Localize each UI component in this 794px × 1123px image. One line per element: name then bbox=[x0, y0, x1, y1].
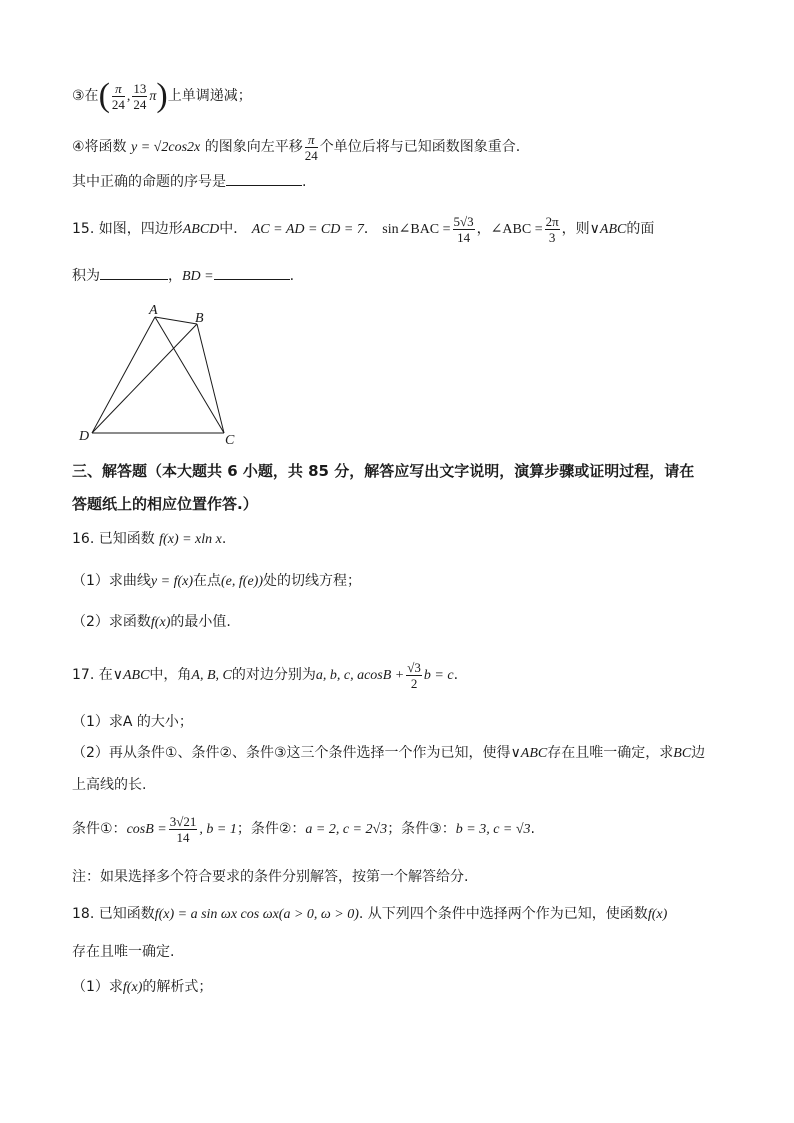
q16-p2-text: 的最小值. bbox=[170, 614, 231, 630]
q15-text: 中． bbox=[219, 221, 248, 237]
q14-answer-blank[interactable] bbox=[226, 173, 302, 186]
fraction-denominator: 14 bbox=[457, 229, 471, 245]
q17-equation-end: b = c bbox=[423, 668, 454, 683]
q17-text: 的对边分别为 bbox=[231, 667, 316, 683]
fraction-numerator: 3√21 bbox=[169, 813, 197, 829]
q15-tail: . bbox=[289, 268, 295, 284]
q18-stem bbox=[72, 905, 667, 924]
q17-angles: A, B, C bbox=[191, 668, 232, 683]
q15-line-1 bbox=[72, 212, 654, 246]
q15-sep: ． bbox=[363, 221, 378, 237]
item-4-suffix: 个单位后将与已知函数图象重合. bbox=[319, 139, 521, 155]
q17-cond1-cos: cosB = bbox=[126, 822, 167, 837]
q15-text: 的面 bbox=[626, 221, 655, 237]
q17-cond3-label: ；条件③： bbox=[387, 821, 456, 837]
q17-cond2-label: ；条件②： bbox=[236, 821, 306, 837]
fraction-denominator: 14 bbox=[176, 829, 190, 845]
vertex-label-b: B bbox=[195, 311, 204, 326]
item-4-function: y = √2cos2x bbox=[131, 140, 201, 155]
q15-bd-blank[interactable] bbox=[214, 267, 290, 280]
q16-stem bbox=[72, 530, 226, 549]
segment-bd bbox=[92, 324, 197, 433]
fraction-denominator: 24 bbox=[111, 96, 125, 112]
item-3-suffix: 上单调递减； bbox=[167, 88, 252, 104]
q16-p2-function: f(x) bbox=[150, 615, 171, 630]
q18-text: . 从下列四个条件中选择两个作为已知，使函数 bbox=[358, 906, 648, 922]
section-3-heading-line-1: 三、解答题（本大题共 6 小题，共 85 分，解答应写出文字说明，演算步骤或证明过程，请在 bbox=[72, 462, 695, 480]
q14-prompt: 其中正确的命题的序号是 bbox=[72, 174, 226, 190]
q16-p1-text: 在点 bbox=[193, 573, 222, 589]
vertex-label-c: C bbox=[225, 433, 235, 448]
right-paren: ) bbox=[156, 77, 168, 114]
fraction-numerator: 2π bbox=[545, 213, 559, 229]
item-3: ③在( $\frac{\pi}{24}$ , $\frac{13}{24}$ π)上单调递减； bbox=[72, 77, 252, 114]
q17-cond2: a = 2, c = 2√3 bbox=[305, 822, 388, 837]
interval-left-fraction bbox=[112, 81, 125, 112]
fraction-numerator: 13 bbox=[133, 80, 147, 96]
q16-part-1 bbox=[72, 572, 361, 591]
q15-angle-fraction bbox=[545, 214, 560, 245]
vertex-label-d: D bbox=[79, 429, 90, 444]
q15-comma: ， bbox=[476, 221, 491, 237]
q15-area-blank[interactable] bbox=[100, 267, 168, 280]
q17-p2-text: 边 bbox=[691, 745, 706, 761]
q15-line-2 bbox=[72, 267, 294, 286]
q17-cond3: b = 3, c = √3 bbox=[455, 822, 531, 837]
q15-triangle: ∨ABC bbox=[589, 222, 627, 237]
q17-cond1-fraction bbox=[169, 814, 198, 845]
q15-sin-fraction bbox=[453, 214, 475, 245]
q18-p1-function: f(x) bbox=[122, 980, 143, 995]
segment-ab bbox=[155, 317, 197, 324]
q15-angle-label: ∠ABC = bbox=[490, 222, 543, 237]
q17-part-2 bbox=[72, 744, 705, 763]
q15-comma: ， bbox=[168, 268, 182, 284]
fraction-numerator: π bbox=[305, 132, 318, 148]
q18-function-2: f(x) bbox=[647, 907, 668, 922]
item-4 bbox=[72, 130, 520, 164]
q16-p2-text: （2）求函数 bbox=[72, 614, 151, 630]
pi-symbol: π bbox=[149, 89, 157, 104]
fraction-numerator: √3 bbox=[407, 659, 421, 675]
fraction-denominator: 3 bbox=[548, 229, 556, 245]
q15-text: ，则 bbox=[561, 221, 590, 237]
q16-p1-function: y = f(x) bbox=[150, 574, 194, 589]
q16-p1-point: (e, f(e)) bbox=[221, 574, 263, 589]
item-3-prefix: ③在 bbox=[72, 88, 99, 104]
item-4-mid: 的图象向左平移 bbox=[204, 139, 303, 155]
q17-p2-text: 存在且唯一确定，求 bbox=[547, 745, 674, 761]
q17-cond1-label: 条件①： bbox=[72, 821, 127, 837]
q17-cond1-b: , b = 1 bbox=[199, 822, 237, 837]
q18-p1-text: （1）求 bbox=[72, 979, 123, 995]
q18-label: 18. 已知函数 bbox=[72, 906, 155, 922]
q16-label: 16. 已知函数 bbox=[72, 531, 155, 547]
q17-triangle: ∨ABC bbox=[112, 668, 150, 683]
q18-p1-text: 的解析式； bbox=[142, 979, 213, 995]
shift-fraction bbox=[305, 132, 318, 163]
fraction-numerator: π bbox=[112, 81, 125, 97]
quadrilateral-figure bbox=[72, 300, 242, 450]
left-paren: ( bbox=[98, 77, 110, 114]
q14-tail: . bbox=[302, 174, 307, 190]
q17-p2-text: （2）再从条件①、条件②、条件③这三个条件选择一个作为已知，使得 bbox=[72, 745, 511, 761]
q17-label: 17. 在 bbox=[72, 667, 113, 683]
q15-equation: AC = AD = CD = 7 bbox=[251, 222, 364, 237]
fraction-numerator: 5√3 bbox=[453, 213, 474, 229]
vertex-label-a: A bbox=[149, 303, 158, 318]
q17-fraction bbox=[406, 660, 422, 691]
fraction-denominator: 2 bbox=[410, 675, 418, 691]
q17-text: 中，角 bbox=[149, 667, 192, 683]
segment-ac bbox=[155, 317, 224, 433]
segment-ad bbox=[92, 317, 155, 433]
q17-sides: a, b, c, acosB + bbox=[315, 668, 405, 683]
fraction-denominator: 24 bbox=[133, 96, 147, 112]
q17-part-1: （1）求A 的大小； bbox=[72, 714, 193, 730]
q17-p2-bc: BC bbox=[673, 746, 692, 761]
q16-part-2 bbox=[72, 613, 231, 632]
q17-stem bbox=[72, 657, 458, 693]
q17-note: 注：如果选择多个符合要求的条件分别解答，按第一个解答给分. bbox=[72, 869, 469, 885]
q18-line-2: 存在且唯一确定. bbox=[72, 944, 175, 960]
q17-tail: . bbox=[453, 667, 459, 683]
q15-quad: ABCD bbox=[182, 222, 220, 237]
q17-p2-triangle: ∨ABC bbox=[510, 746, 548, 761]
q15-stem: 15. 如图，四边形 bbox=[72, 221, 183, 237]
section-3-heading-line-2: 答题纸上的相应位置作答.） bbox=[72, 495, 258, 513]
q15-sin-label: sin∠BAC = bbox=[382, 222, 451, 237]
q14-answer-line bbox=[72, 173, 306, 191]
q16-tail: . bbox=[221, 531, 227, 547]
item-4-prefix: ④将函数 bbox=[72, 139, 127, 155]
q15-area-label: 积为 bbox=[72, 268, 100, 284]
q16-p1-text: （1）求曲线 bbox=[72, 573, 151, 589]
segment-bc bbox=[197, 324, 224, 433]
q17-tail: . bbox=[530, 821, 535, 837]
q16-p1-text: 处的切线方程； bbox=[262, 573, 361, 589]
q15-bd-label: BD = bbox=[182, 269, 214, 284]
interval-right-fraction bbox=[132, 81, 147, 112]
q17-conditions bbox=[72, 811, 535, 847]
q16-function: f(x) = xln x bbox=[159, 532, 222, 547]
q18-function: f(x) = a sin ωx cos ωx(a > 0, ω > 0) bbox=[154, 907, 359, 922]
q18-part-1 bbox=[72, 978, 212, 997]
q17-part-2-line-2: 上高线的长. bbox=[72, 777, 147, 793]
fraction-denominator: 24 bbox=[304, 147, 318, 163]
